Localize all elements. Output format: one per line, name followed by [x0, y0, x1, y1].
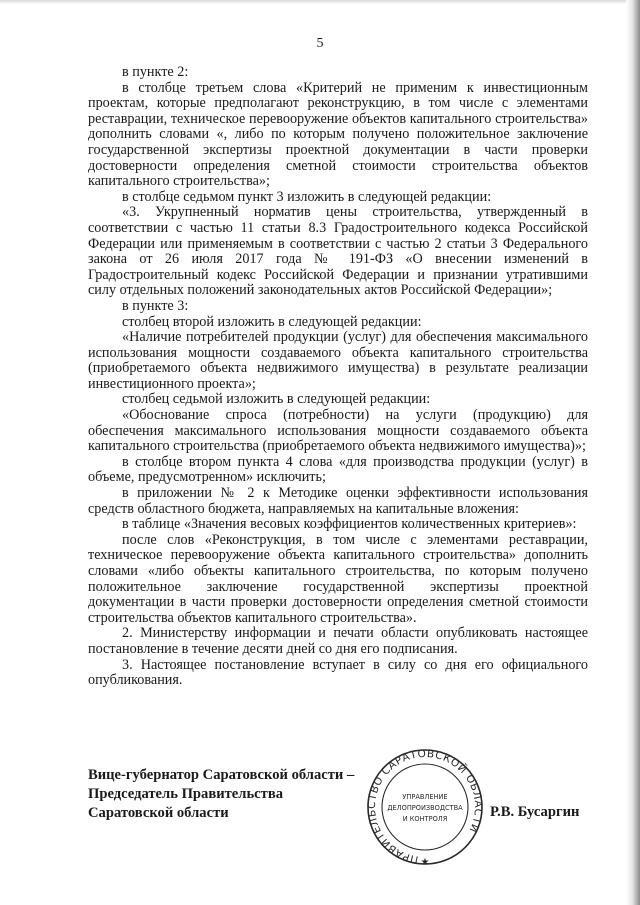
paragraph: «Обоснование спроса (потребности) на услуги (продукцию) для обеспечения максимального использования мощности создаваемого объекта капитального строительства (приобретаемого объекта недвижимого имущества)»;	[88, 407, 588, 455]
paragraph: столбец второй изложить в следующей редакции:	[122, 313, 422, 330]
stamp-star-icon: ★	[420, 857, 430, 868]
paragraph: в пункте 2:	[122, 64, 189, 80]
page-number: 5	[316, 36, 324, 51]
stamp-ring-text: ПРАВИТЕЛЬСТВО САРАТОВСКОЙ ОБЛАСТИ	[366, 747, 484, 866]
stamp-center-text: И КОНТРОЛЯ	[402, 815, 448, 823]
signatory-title-line: Председатель Правительства	[88, 786, 284, 802]
scan-edge-top	[0, 0, 640, 4]
paragraph: 3. Настоящее постановление вступает в силу со дня его официального опубликования.	[88, 656, 588, 689]
paragraph: в таблице «Значения весовых коэффициентов количественных критериев»:	[122, 516, 577, 533]
paragraph: в приложении № 2 к Методике оценки эффективности использования средств областного бюджета, направляемых на капитальные вложения:	[88, 485, 588, 517]
paragraph: в столбце втором пункта 4 слова «для производства продукции (услуг) в объеме, предусмотренном» исключить;	[88, 453, 588, 486]
signatory-name: Р.В. Бусаргин	[490, 804, 580, 820]
paragraph: 2. Министерству информации и печати области опубликовать настоящее постановление в течение десяти дней со дня его подписания.	[88, 625, 588, 657]
paragraph: «3. Укрупненный норматив цены строительства, утвержденный в соответствии с частью 11 статьи 8.3 Градостроительного кодекса Российской Федерации или применяемым в соответствии с частью 2 статьи 3 Федерального закона от 26 июля 2017 года № 191-ФЗ «О внесении изменений в Градостроительный кодекс Российской Федерации и признании утратившими силу отдельных положений законодательных актов Российской Федерации»;	[88, 204, 588, 299]
stamp-center-text: ДЕЛОПРОИЗВОДСТВА	[387, 804, 463, 812]
scan-edge-right	[626, 0, 640, 905]
paragraph: в столбце седьмом пункт 3 изложить в следующей редакции:	[122, 188, 492, 205]
signatory-title-line: Вице-губернатор Саратовской области –	[88, 767, 355, 783]
document-body	[88, 65, 588, 689]
stamp-center-text: УПРАВЛЕНИЕ	[402, 793, 448, 801]
signatory-title-line: Саратовской области	[88, 805, 229, 821]
paragraph: столбец седьмой изложить в следующей редакции:	[122, 391, 431, 408]
paragraph: «Наличие потребителей продукции (услуг) для обеспечения максимального использования мощности создаваемого объекта капитального строительства (приобретаемого объекта недвижимого имущества) в результате реализации инвестиционного проекта»;	[88, 329, 588, 392]
paragraph: после слов «Реконструкция, в том числе с элементами реставрации, техническое перевооружение объекта капитального строительства» дополнить словами «либо объекты капитального строительства, по которым получено положительное заключение государственной экспертизы проектной документации в части проверки достоверности определения сметной стоимости строительства объектов капитального строительства».	[88, 531, 588, 626]
official-seal	[366, 735, 484, 885]
paragraph: в пункте 3:	[122, 297, 189, 314]
signatory-title	[88, 766, 354, 823]
paragraph: в столбце третьем слова «Критерий не применим к инвестиционным проектам, которые предполагают реконструкцию, в том числе с элементами реставрации, техническое перевооружение объектов капитального строительства» дополнить словами «, либо по которым получено положительное заключение государственной экспертизы проектной документации в части проверки достоверности определения сметной стоимости строительства объектов капитального строительства»;	[88, 79, 588, 190]
